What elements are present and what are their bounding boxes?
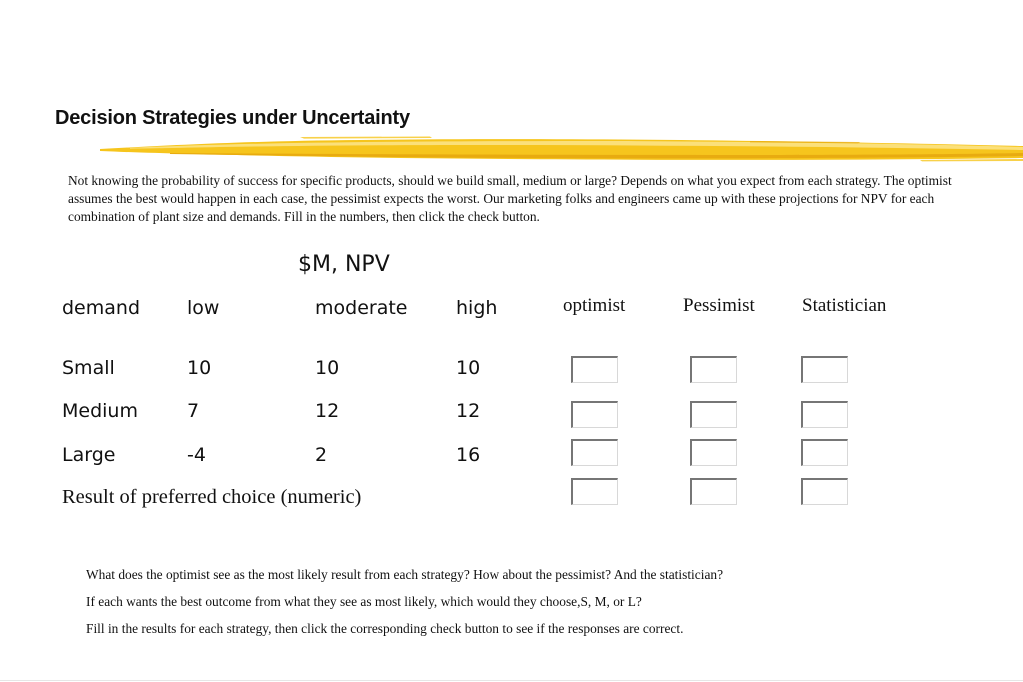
npv-small-low: 10 [187,357,212,379]
npv-small-high: 10 [456,357,481,379]
statistician-small-input[interactable] [801,356,848,383]
statistician-header: Statistician [802,295,887,316]
demand-low-header: low [187,297,220,319]
npv-medium-high: 12 [456,400,481,422]
bottom-divider [0,680,1023,681]
npv-large-moderate: 2 [315,444,328,466]
statistician-large-input[interactable] [801,439,848,466]
table-unit-label: $M, NPV [298,252,390,277]
row-label-medium: Medium [62,400,138,422]
page-title: Decision Strategies under Uncertainty [55,107,410,129]
pessimist-medium-input[interactable] [690,401,737,428]
pessimist-header: Pessimist [683,295,755,316]
result-row-label: Result of preferred choice (numeric) [62,486,362,508]
row-label-large: Large [62,444,116,466]
yellow-brush-stroke-decoration [100,132,1023,166]
npv-medium-moderate: 12 [315,400,340,422]
optimist-small-input[interactable] [571,356,618,383]
optimist-medium-input[interactable] [571,401,618,428]
npv-large-low: -4 [187,444,206,466]
pessimist-result-input[interactable] [690,478,737,505]
optimist-header: optimist [563,295,626,316]
pessimist-small-input[interactable] [690,356,737,383]
optimist-result-input[interactable] [571,478,618,505]
pessimist-large-input[interactable] [690,439,737,466]
demand-moderate-header: moderate [315,297,408,319]
row-label-small: Small [62,357,115,379]
instruction-line-1: What does the optimist see as the most likely result from each strategy? How about the pessimist? And the statistician? [86,567,724,582]
npv-medium-low: 7 [187,400,200,422]
statistician-medium-input[interactable] [801,401,848,428]
instruction-line-3: Fill in the results for each strategy, then click the corresponding check button to see if the responses are correct. [86,621,684,636]
npv-large-high: 16 [456,444,481,466]
npv-small-moderate: 10 [315,357,340,379]
intro-paragraph: Not knowing the probability of success for specific products, should we build small, medium or large? Depends on what you expect from each strategy. The optimist assumes the best would happen in each case, the pessimist expects the worst. Our marketing folks and engineers came up with these projections for NPV for each combination of plant size and demands. Fill in the numbers, then click the check button. [68,173,952,224]
demand-high-header: high [456,297,498,319]
optimist-large-input[interactable] [571,439,618,466]
instruction-line-2: If each wants the best outcome from what they see as most likely, which would they choose,S, M, or L? [86,594,642,609]
demand-header: demand [62,297,141,319]
statistician-result-input[interactable] [801,478,848,505]
